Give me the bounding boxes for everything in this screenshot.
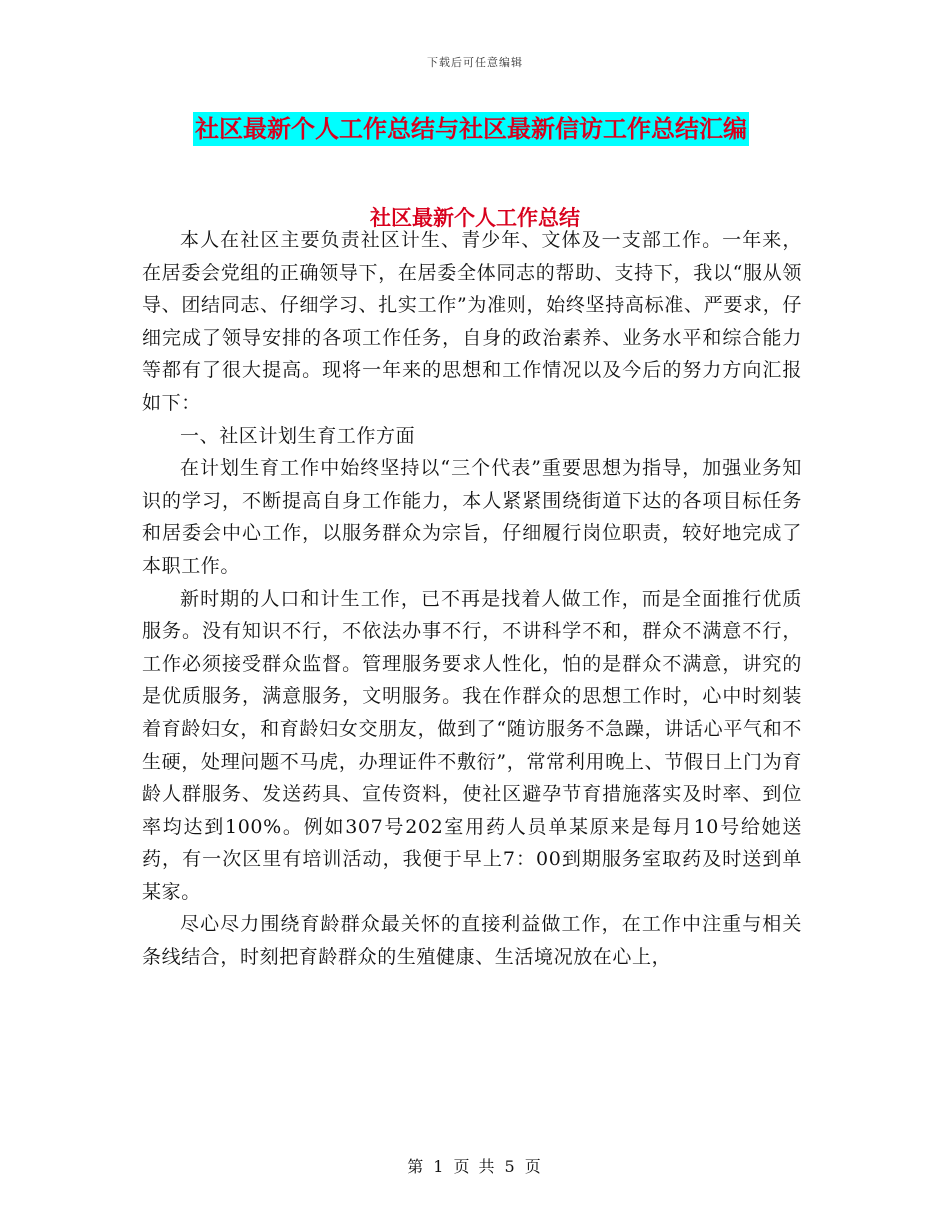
footer-label-page: 第 — [407, 1157, 426, 1176]
subheading: 一、社区计划生育工作方面 — [180, 424, 416, 447]
document-main-title: 社区最新个人工作总结与社区最新信访工作总结汇编 — [193, 112, 749, 146]
footer-label-of: 页 共 — [453, 1157, 497, 1176]
section-title: 社区最新个人工作总结 — [370, 206, 580, 230]
footer-total-pages: 5 — [504, 1157, 517, 1176]
paragraph: 本人在社区主要负责社区计生、青少年、文体及一支部工作。一年来，在居委会党组的正确领导下，在居委全体同志的帮助、支持下，我以“服从领导、团结同志、仔细学习、扎实工作”为准则，始终坚持高标准、严要求，仔细完成了领导安排的各项工作任务，自身的政治素养、业务水平和综合能力等都有了很大提高。现将一年来的思想和工作情况以及今后的努力方向汇报如下： — [142, 229, 802, 414]
document-body — [142, 224, 802, 974]
paragraph: 在计划生育工作中始终坚持以“三个代表”重要思想为指导，加强业务知识的学习，不断提高自身工作能力，本人紧紧围绕街道下达的各项目标任务和居委会中心工作，以服务群众为宗旨，仔细履行岗位职责，较好地完成了本职工作。 — [142, 457, 802, 577]
paragraph: 新时期的人口和计生工作，已不再是找着人做工作，而是全面推行优质服务。没有知识不行，不依法办事不行，不讲科学不和，群众不满意不行，工作必须接受群众监督。管理服务要求人性化，怕的是群众不满意，讲究的是优质服务，满意服务，文明服务。我在作群众的思想工作时，心中时刻装着育龄妇女，和育龄妇女交朋友，做到了“随访服务不急躁，讲话心平气和不生硬，处理问题不马虎，办理证件不敷衍”，常常利用晚上、节假日上门为育龄人群服务、发送药具、宣传资料，使社区避孕节育措施落实及时率、到位率均达到100%。例如307号202室用药人员单某原来是每月10号给她送药，有一次区里有培训活动，我便于早上7：00到期服务室取药及时送到单某家。 — [142, 587, 802, 903]
footer-label-pages: 页 — [524, 1157, 543, 1176]
footer-current-page: 1 — [433, 1157, 446, 1176]
page-footer — [0, 1154, 950, 1177]
page-header-note: 下载后可任意编辑 — [427, 56, 523, 69]
paragraph: 尽心尽力围绕育龄群众最关怀的直接利益做工作，在工作中注重与相关条线结合，时刻把育龄群众的生殖健康、生活境况放在心上， — [142, 913, 802, 969]
